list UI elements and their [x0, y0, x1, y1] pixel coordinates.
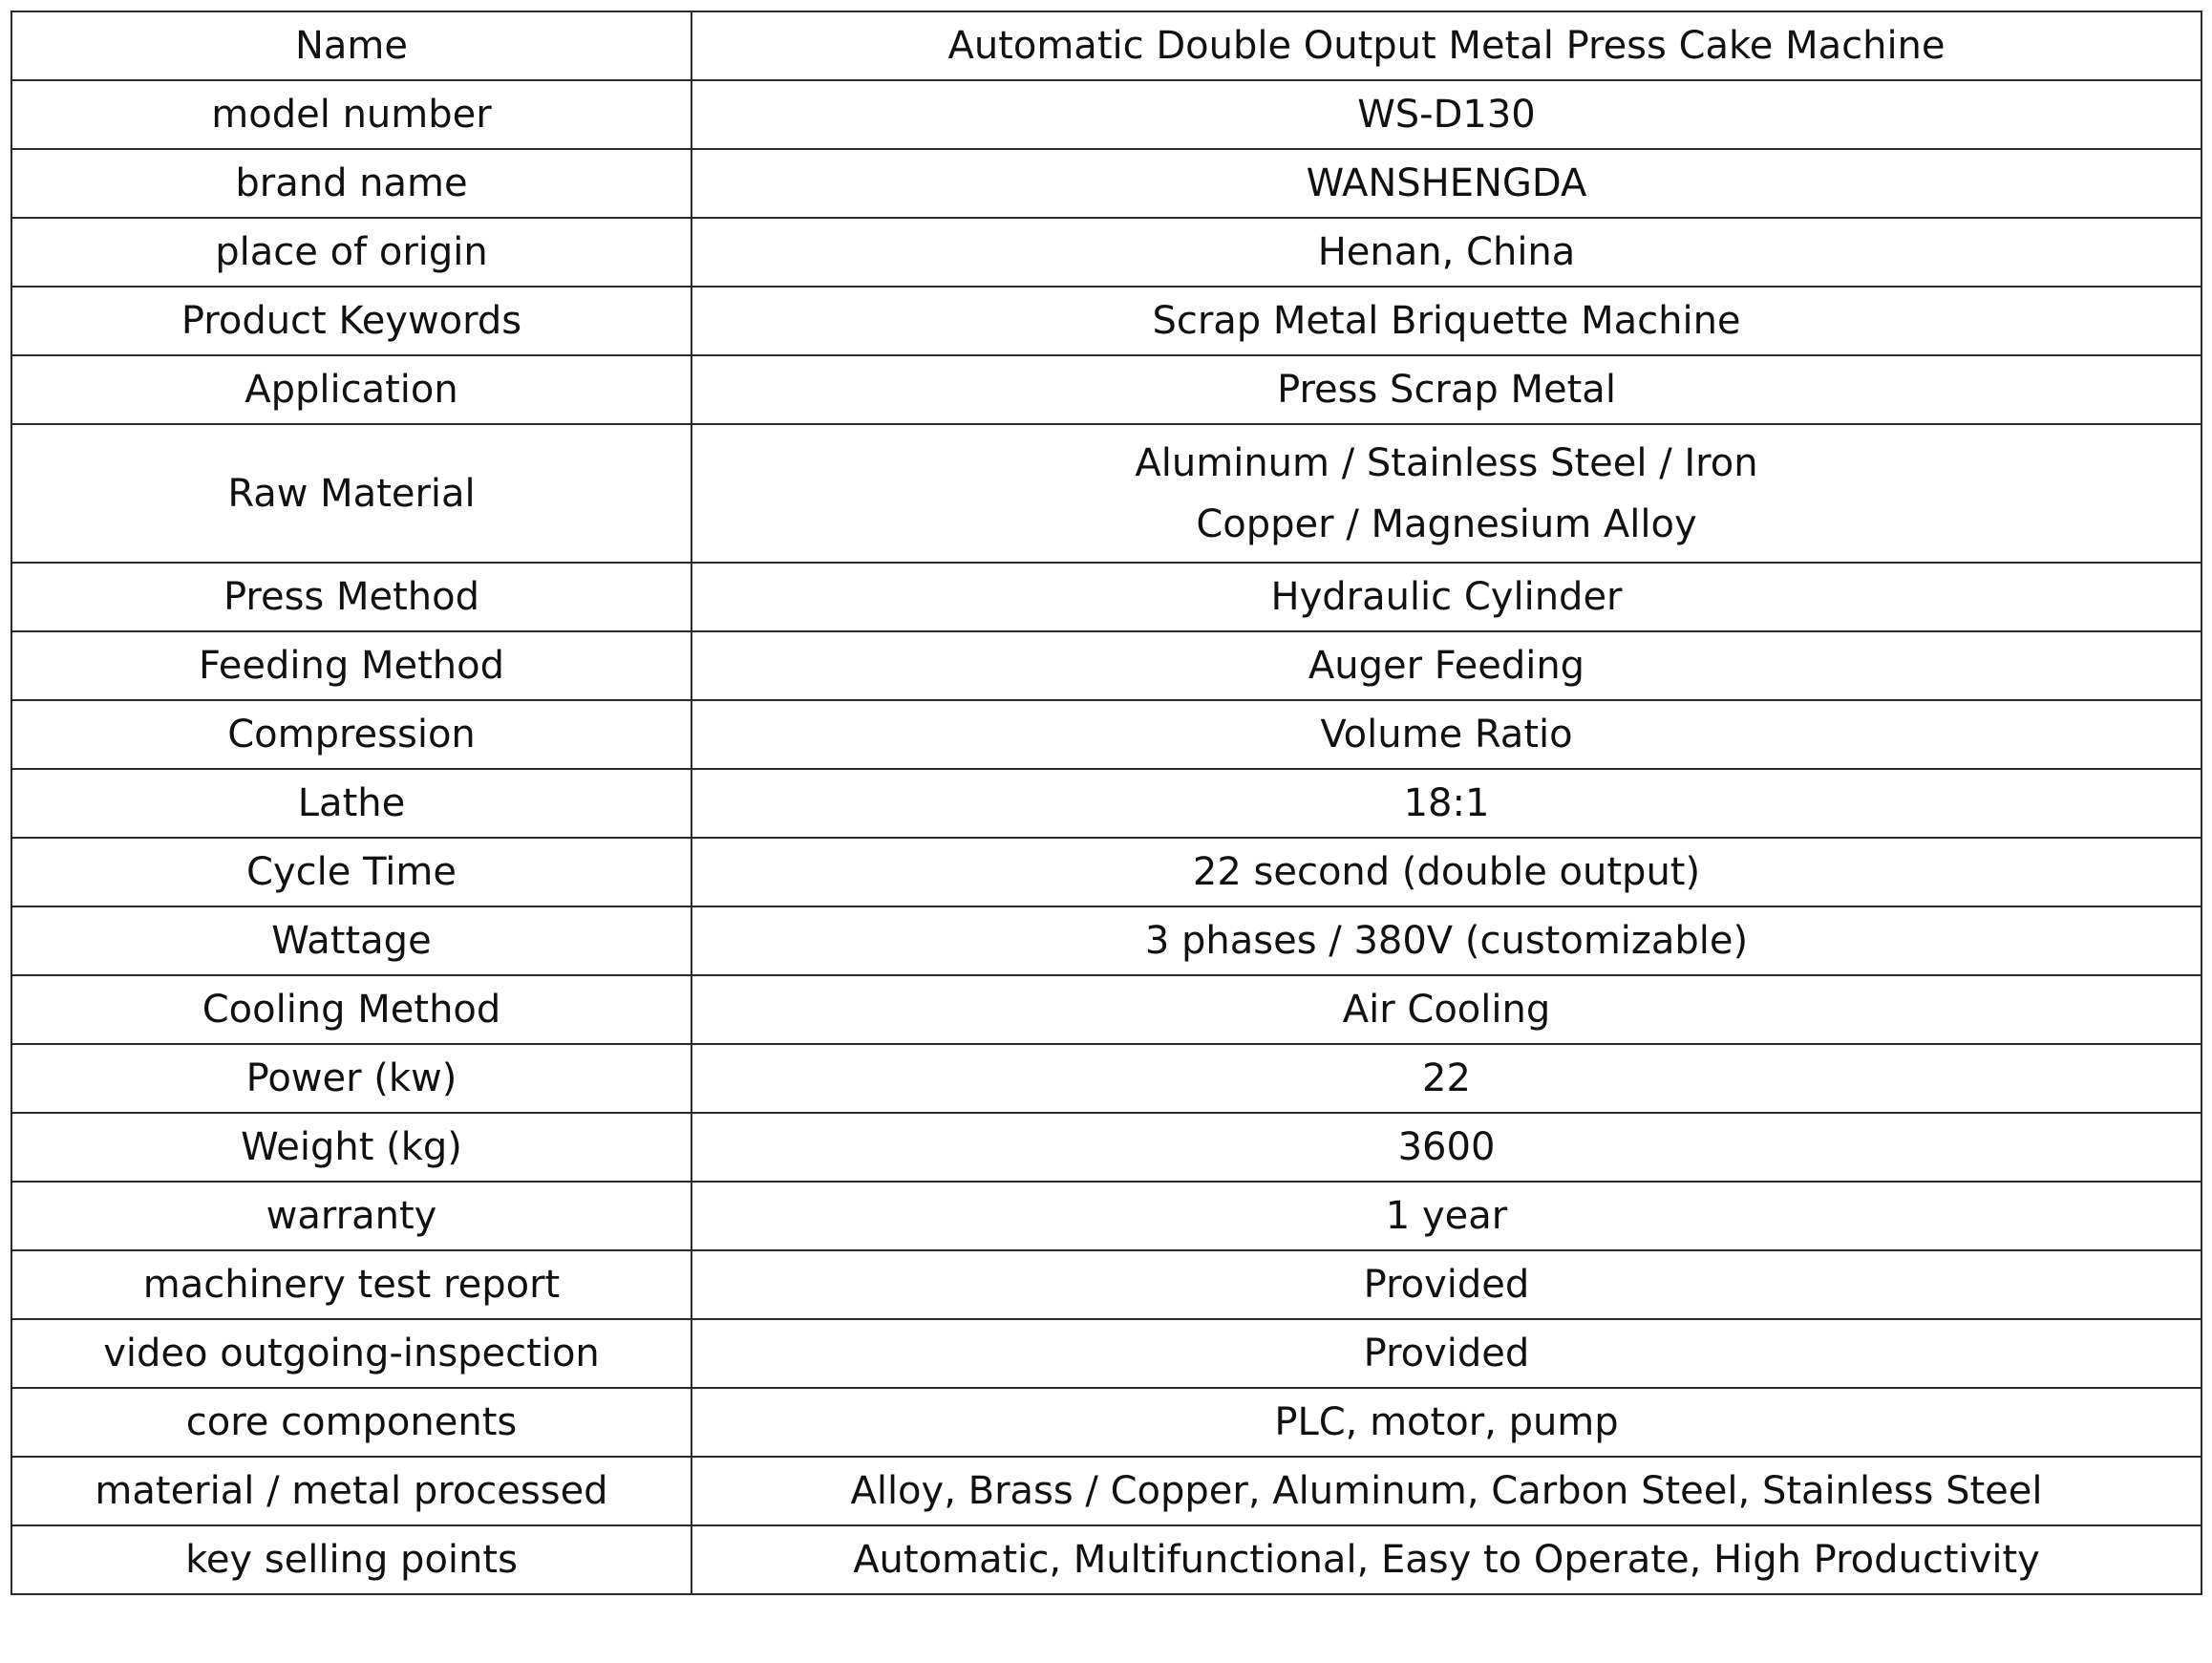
row-value: 1 year — [691, 1182, 2201, 1250]
row-value-line: Aluminum / Stainless Steel / Iron — [1135, 440, 1758, 485]
row-value: 18:1 — [691, 769, 2201, 838]
table-row — [11, 1457, 2201, 1525]
row-label: Wattage — [11, 906, 691, 975]
row-value: Air Cooling — [691, 975, 2201, 1044]
row-value: WS-D130 — [691, 80, 2201, 149]
row-label: warranty — [11, 1182, 691, 1250]
table-row — [11, 1388, 2201, 1457]
row-label: Lathe — [11, 769, 691, 838]
table-row — [11, 1319, 2201, 1388]
row-value: Alloy, Brass / Copper, Aluminum, Carbon Steel, Stainless Steel — [691, 1457, 2201, 1525]
row-label: model number — [11, 80, 691, 149]
row-value: 3 phases / 380V (customizable) — [691, 906, 2201, 975]
table-row — [11, 424, 2201, 563]
row-label: brand name — [11, 149, 691, 218]
row-label: Press Method — [11, 563, 691, 631]
row-label: core components — [11, 1388, 691, 1457]
table-row — [11, 563, 2201, 631]
row-label: Name — [11, 11, 691, 80]
row-value: Volume Ratio — [691, 700, 2201, 769]
row-label: Feeding Method — [11, 631, 691, 700]
row-label: machinery test report — [11, 1250, 691, 1319]
table-row — [11, 769, 2201, 838]
row-label: Cooling Method — [11, 975, 691, 1044]
row-value: Henan, China — [691, 218, 2201, 287]
row-label: Weight (kg) — [11, 1113, 691, 1182]
row-label: video outgoing-inspection — [11, 1319, 691, 1388]
row-label: Product Keywords — [11, 287, 691, 355]
row-label: Application — [11, 355, 691, 424]
row-label: key selling points — [11, 1525, 691, 1594]
table-row — [11, 700, 2201, 769]
table-row — [11, 149, 2201, 218]
table-row — [11, 355, 2201, 424]
table-row — [11, 80, 2201, 149]
row-value — [691, 424, 2201, 563]
row-value: Provided — [691, 1319, 2201, 1388]
row-value: Automatic Double Output Metal Press Cake Machine — [691, 11, 2201, 80]
row-value: Scrap Metal Briquette Machine — [691, 287, 2201, 355]
row-label: place of origin — [11, 218, 691, 287]
table-row — [11, 1525, 2201, 1594]
table-row — [11, 838, 2201, 906]
row-value: Press Scrap Metal — [691, 355, 2201, 424]
row-label: Compression — [11, 700, 691, 769]
table-row — [11, 975, 2201, 1044]
table-row — [11, 906, 2201, 975]
row-value: Automatic, Multifunctional, Easy to Operate, High Productivity — [691, 1525, 2201, 1594]
row-value: 22 second (double output) — [691, 838, 2201, 906]
row-value-line: Copper / Magnesium Alloy — [1196, 501, 1697, 546]
row-value: WANSHENGDA — [691, 149, 2201, 218]
table-row — [11, 287, 2201, 355]
row-value: Provided — [691, 1250, 2201, 1319]
row-label: Raw Material — [11, 424, 691, 563]
row-label: Cycle Time — [11, 838, 691, 906]
row-value: Auger Feeding — [691, 631, 2201, 700]
row-value: Hydraulic Cylinder — [691, 563, 2201, 631]
table-row — [11, 631, 2201, 700]
row-value: 3600 — [691, 1113, 2201, 1182]
table-row — [11, 1182, 2201, 1250]
table-row — [11, 218, 2201, 287]
row-value: PLC, motor, pump — [691, 1388, 2201, 1457]
row-label: material / metal processed — [11, 1457, 691, 1525]
table-row — [11, 1044, 2201, 1113]
table-row — [11, 11, 2201, 80]
table-row — [11, 1250, 2201, 1319]
spec-table-body — [11, 11, 2201, 1594]
spec-table — [11, 11, 2202, 1595]
table-row — [11, 1113, 2201, 1182]
row-value: 22 — [691, 1044, 2201, 1113]
row-label: Power (kw) — [11, 1044, 691, 1113]
